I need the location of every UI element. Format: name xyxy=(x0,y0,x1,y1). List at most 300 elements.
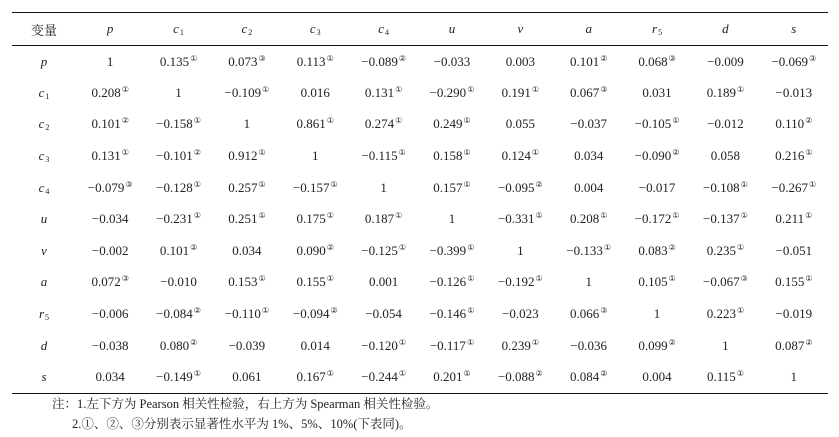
cell-value: 0.131 xyxy=(91,148,121,164)
table-cell xyxy=(144,46,212,78)
cell-value: −0.231 xyxy=(156,211,193,227)
table-cell xyxy=(623,109,691,141)
table-cell xyxy=(623,46,691,78)
significance-marker: ① xyxy=(736,242,745,252)
column-variable-label xyxy=(378,21,389,36)
cell-value: −0.088 xyxy=(497,368,535,384)
significance-marker: ① xyxy=(395,211,403,221)
table-cell xyxy=(691,203,759,235)
table-cell xyxy=(76,267,144,299)
cell-value: 0.034 xyxy=(232,242,262,258)
cell-value: −0.067 xyxy=(703,274,740,290)
correlation-table xyxy=(12,12,828,394)
cell-value: 0.066 xyxy=(569,306,600,322)
table-row xyxy=(12,172,828,204)
cell-value: 1 xyxy=(790,368,798,384)
cell-value: 0.201 xyxy=(433,368,463,384)
table-cell xyxy=(281,46,349,78)
cell-value: 0.191 xyxy=(501,84,531,100)
table-cell xyxy=(213,140,281,172)
cell-value: −0.089 xyxy=(361,53,398,69)
cell-value: 0.067 xyxy=(569,84,600,100)
table-cell xyxy=(144,298,212,330)
table-cell xyxy=(144,77,212,109)
row-variable-label xyxy=(39,148,50,163)
cell-value: −0.146 xyxy=(429,306,467,322)
table-cell xyxy=(760,203,828,235)
significance-marker: ① xyxy=(467,274,475,284)
table-row xyxy=(12,109,828,141)
table-cell xyxy=(76,361,144,393)
significance-marker: ① xyxy=(398,148,406,158)
cell-value: 0.251 xyxy=(228,211,258,227)
significance-marker: ① xyxy=(467,306,475,316)
significance-marker: ① xyxy=(398,337,406,347)
table-cell xyxy=(760,330,828,362)
significance-marker: ① xyxy=(193,179,201,189)
table-cell xyxy=(144,203,212,235)
cell-value: 1 xyxy=(312,148,319,164)
significance-marker: ① xyxy=(531,148,540,158)
cell-value: 0.158 xyxy=(433,148,463,164)
cell-value: −0.069 xyxy=(771,53,808,69)
cell-value: 0.072 xyxy=(91,274,121,290)
table-cell xyxy=(349,140,417,172)
table-cell xyxy=(691,172,759,204)
variable-name: c xyxy=(378,21,384,36)
table-row xyxy=(12,235,828,267)
table-cell xyxy=(418,109,486,141)
significance-marker: ① xyxy=(535,211,543,221)
significance-marker: ① xyxy=(258,179,266,189)
cell-value: −0.002 xyxy=(91,242,129,258)
cell-value: 0.208 xyxy=(569,211,600,227)
table-cell xyxy=(349,46,417,78)
table-cell xyxy=(144,267,212,299)
row-variable-label xyxy=(41,338,48,353)
cell-value: −0.034 xyxy=(91,211,129,227)
cell-value: −0.158 xyxy=(156,116,193,132)
table-cell xyxy=(486,46,554,78)
cell-value: 0.031 xyxy=(642,84,672,100)
cell-value: −0.331 xyxy=(497,211,535,227)
cell-value: 0.211 xyxy=(775,211,805,227)
variable-subscript: 3 xyxy=(45,155,50,165)
variable-name: s xyxy=(41,368,47,384)
table-cell xyxy=(144,361,212,393)
table-cell xyxy=(281,172,349,204)
table-cell xyxy=(213,267,281,299)
table-cell xyxy=(281,267,349,299)
table-row xyxy=(12,203,828,235)
cell-value: 0.257 xyxy=(228,179,258,195)
significance-marker: ① xyxy=(736,84,745,94)
column-variable-label xyxy=(173,21,184,36)
row-variable-label xyxy=(41,211,48,226)
table-cell xyxy=(418,298,486,330)
significance-marker: ① xyxy=(531,337,540,347)
cell-value: 1 xyxy=(653,306,661,322)
table-cell xyxy=(760,77,828,109)
cell-value: 0.016 xyxy=(300,84,330,100)
table-cell xyxy=(349,109,417,141)
variable-name: a xyxy=(585,21,592,36)
table-cell xyxy=(691,361,759,393)
row-header xyxy=(12,298,76,330)
significance-marker: ② xyxy=(600,53,608,63)
column-header xyxy=(349,13,417,46)
cell-value: −0.094 xyxy=(292,306,330,322)
cell-value: 0.155 xyxy=(775,274,805,290)
cell-value: 0.099 xyxy=(638,337,668,353)
cell-value: −0.105 xyxy=(634,116,672,132)
cell-value: 1 xyxy=(722,337,729,353)
cell-value: 0.113 xyxy=(296,53,326,69)
variable-subscript: 1 xyxy=(45,91,50,101)
table-cell xyxy=(760,140,828,172)
cell-value: −0.149 xyxy=(156,368,193,384)
table-cell xyxy=(623,330,691,362)
cell-value: −0.051 xyxy=(775,242,813,258)
significance-marker: ② xyxy=(190,242,198,252)
column-header xyxy=(144,13,212,46)
variable-subscript: 2 xyxy=(45,123,50,133)
variable-subscript: 1 xyxy=(179,28,184,37)
table-cell xyxy=(76,140,144,172)
table-cell xyxy=(213,46,281,78)
table-cell xyxy=(486,361,554,393)
table-cell xyxy=(555,172,623,204)
significance-marker: ① xyxy=(603,242,612,252)
cell-value: 0.105 xyxy=(638,274,668,290)
significance-marker: ① xyxy=(805,274,813,284)
cell-value: −0.006 xyxy=(91,306,129,322)
cell-value: 0.187 xyxy=(364,211,395,227)
table-cell xyxy=(349,267,417,299)
table-cell xyxy=(418,46,486,78)
significance-marker: ① xyxy=(121,84,129,94)
cell-value: 1 xyxy=(106,53,114,69)
table-cell xyxy=(691,77,759,109)
cell-value: 1 xyxy=(175,84,182,100)
cell-value: 1 xyxy=(448,211,456,227)
cell-value: −0.036 xyxy=(570,337,607,353)
cell-value: 1 xyxy=(517,242,524,258)
significance-marker: ① xyxy=(193,368,201,378)
table-cell xyxy=(418,172,486,204)
significance-marker: ① xyxy=(740,211,748,221)
cell-value: −0.290 xyxy=(429,84,467,100)
significance-marker: ② xyxy=(326,242,334,252)
variable-name: r xyxy=(38,306,45,322)
table-cell xyxy=(418,361,486,393)
significance-marker: ② xyxy=(535,179,543,189)
table-cell xyxy=(623,77,691,109)
cell-value: 0.216 xyxy=(775,148,805,164)
table-cell xyxy=(76,46,144,78)
table-cell xyxy=(623,140,691,172)
significance-marker: ③ xyxy=(668,53,676,63)
significance-marker: ① xyxy=(531,84,540,94)
row-header xyxy=(12,140,76,172)
table-cell xyxy=(418,203,486,235)
row-header xyxy=(12,77,76,109)
significance-marker: ① xyxy=(463,179,471,189)
significance-marker: ① xyxy=(805,148,813,158)
cell-value: −0.157 xyxy=(292,179,330,195)
cell-value: 0.034 xyxy=(574,148,604,164)
variable-name: c xyxy=(38,116,45,132)
cell-value: 0.208 xyxy=(91,84,121,100)
cell-value: 0.084 xyxy=(569,368,600,384)
column-variable-label xyxy=(517,21,523,36)
row-variable-label xyxy=(41,54,48,69)
table-cell xyxy=(213,298,281,330)
column-header xyxy=(281,13,349,46)
significance-marker: ① xyxy=(326,274,334,284)
cell-value: 0.912 xyxy=(228,148,258,164)
significance-marker: ① xyxy=(258,148,266,158)
table-cell xyxy=(418,140,486,172)
table-cell xyxy=(555,298,623,330)
significance-marker: ① xyxy=(463,116,471,126)
table-cell xyxy=(691,330,759,362)
significance-marker: ② xyxy=(193,306,201,316)
cell-value: −0.023 xyxy=(502,306,539,322)
table-cell xyxy=(213,77,281,109)
column-variable-label xyxy=(652,21,662,36)
cell-value: 0.034 xyxy=(95,368,125,384)
variable-subscript: 4 xyxy=(45,186,50,196)
variable-subscript: 3 xyxy=(316,28,321,37)
table-cell xyxy=(76,330,144,362)
row-header xyxy=(12,235,76,267)
row-variable-label xyxy=(39,180,50,195)
table-cell xyxy=(555,77,623,109)
table-cell xyxy=(349,77,417,109)
table-cell xyxy=(349,298,417,330)
column-header xyxy=(213,13,281,46)
table-cell xyxy=(349,172,417,204)
table-cell xyxy=(555,46,623,78)
table-cell xyxy=(623,172,691,204)
note-line-1: 注：1.左下方为 Pearson 相关性检验，右上方为 Spearman 相关性检验。 xyxy=(52,397,439,411)
table-row xyxy=(12,361,828,393)
table-cell xyxy=(144,140,212,172)
row-header xyxy=(12,46,76,78)
table-cell xyxy=(760,172,828,204)
significance-marker: ① xyxy=(809,179,817,189)
cell-value: −0.117 xyxy=(429,337,466,353)
cell-value: −0.009 xyxy=(707,53,744,69)
significance-marker: ② xyxy=(668,242,676,252)
table-cell xyxy=(76,77,144,109)
significance-marker: ① xyxy=(463,148,471,158)
cell-value: 0.073 xyxy=(228,53,258,69)
table-cell xyxy=(76,172,144,204)
table-cell xyxy=(144,109,212,141)
table-cell xyxy=(349,330,417,362)
variable-name: c xyxy=(38,148,45,164)
cell-value: −0.115 xyxy=(361,148,398,164)
variable-name: c xyxy=(309,21,316,36)
column-variable-label xyxy=(107,21,114,36)
significance-marker: ③ xyxy=(258,53,266,63)
significance-marker: ③ xyxy=(600,84,608,94)
table-cell xyxy=(760,109,828,141)
significance-marker: ② xyxy=(330,306,338,316)
table-cell xyxy=(213,172,281,204)
cell-value: 0.068 xyxy=(638,53,668,69)
significance-marker: ② xyxy=(805,116,813,126)
significance-marker: ① xyxy=(535,274,543,284)
significance-marker: ② xyxy=(121,116,129,126)
cell-value: −0.010 xyxy=(160,274,197,290)
row-header xyxy=(12,361,76,393)
variable-name: v xyxy=(517,21,524,36)
table-cell xyxy=(486,140,554,172)
significance-marker: ① xyxy=(398,368,406,378)
significance-marker: ① xyxy=(600,211,608,221)
cell-value: 0.175 xyxy=(296,211,326,227)
table-cell xyxy=(418,330,486,362)
significance-marker: ① xyxy=(395,116,403,126)
table-cell xyxy=(76,203,144,235)
cell-value: 0.131 xyxy=(364,84,395,100)
row-variable-label xyxy=(39,116,50,131)
variable-name: c xyxy=(241,21,248,36)
significance-marker: ② xyxy=(398,53,406,63)
column-variable-label xyxy=(242,21,253,36)
variable-name: c xyxy=(173,21,179,36)
table-cell xyxy=(760,235,828,267)
table-cell xyxy=(418,235,486,267)
cell-value: −0.110 xyxy=(224,306,261,322)
significance-marker: ③ xyxy=(809,53,817,63)
variable-name: c xyxy=(38,179,45,195)
table-cell xyxy=(623,298,691,330)
cell-value: −0.017 xyxy=(638,179,676,195)
significance-marker: ① xyxy=(466,337,475,347)
significance-marker: ② xyxy=(600,368,608,378)
cell-value: 0.003 xyxy=(505,53,535,69)
cell-value: −0.012 xyxy=(707,116,744,132)
variable-subscript: 4 xyxy=(385,28,389,37)
significance-marker: ③ xyxy=(600,306,608,316)
column-header xyxy=(76,13,144,46)
cell-value: 0.189 xyxy=(706,84,736,100)
table-cell xyxy=(144,172,212,204)
cell-value: 0.090 xyxy=(296,242,326,258)
table-cell xyxy=(555,235,623,267)
cell-value: −0.192 xyxy=(497,274,535,290)
significance-marker: ③ xyxy=(121,274,129,284)
significance-marker: ① xyxy=(805,211,813,221)
table-notes xyxy=(52,394,438,434)
cell-value: −0.108 xyxy=(703,179,740,195)
cell-value: −0.101 xyxy=(156,148,193,164)
significance-marker: ① xyxy=(736,306,745,316)
table-row xyxy=(12,140,828,172)
cell-value: 0.110 xyxy=(775,116,805,132)
variable-name: r xyxy=(652,21,658,36)
cell-value: 1 xyxy=(243,116,251,132)
cell-value: −0.079 xyxy=(87,179,125,195)
significance-marker: ① xyxy=(193,211,201,221)
column-header xyxy=(486,13,554,46)
significance-marker: ② xyxy=(535,368,543,378)
column-header xyxy=(418,13,486,46)
table-cell xyxy=(555,203,623,235)
cell-value: 0.055 xyxy=(505,116,535,132)
variable-name: d xyxy=(40,337,48,353)
table-cell xyxy=(213,330,281,362)
column-variable-label xyxy=(310,21,321,36)
significance-marker: ① xyxy=(190,53,198,63)
cell-value: 0.087 xyxy=(775,337,805,353)
table-body xyxy=(12,46,828,394)
table-cell xyxy=(555,267,623,299)
significance-marker: ① xyxy=(672,211,680,221)
cell-value: 0.274 xyxy=(364,116,395,132)
cell-value: −0.038 xyxy=(91,337,129,353)
cell-value: −0.137 xyxy=(703,211,740,227)
cell-value: −0.125 xyxy=(361,242,398,258)
variable-name: p xyxy=(40,53,48,69)
significance-marker: ① xyxy=(326,211,334,221)
table-cell xyxy=(76,109,144,141)
cell-value: 0.223 xyxy=(706,306,736,322)
variable-name: a xyxy=(40,274,48,290)
variable-name: u xyxy=(40,211,48,227)
cell-value: 0.061 xyxy=(232,368,262,384)
table-cell xyxy=(623,203,691,235)
variable-subscript: 5 xyxy=(45,313,50,323)
table-cell xyxy=(555,361,623,393)
note-line-2: 2.①、②、③分别表示显著性水平为 1%、5%、10%(下表同)。 xyxy=(72,417,412,431)
significance-marker: ② xyxy=(668,337,676,347)
cell-value: −0.037 xyxy=(570,116,607,132)
variable-name: c xyxy=(38,84,45,100)
significance-marker: ② xyxy=(672,148,680,158)
cell-value: 0.167 xyxy=(296,368,326,384)
cell-value: 0.004 xyxy=(574,179,604,195)
cell-value: 0.157 xyxy=(433,179,463,195)
variable-subscript: 5 xyxy=(658,28,663,37)
table-cell xyxy=(281,109,349,141)
row-header xyxy=(12,109,76,141)
column-header xyxy=(555,13,623,46)
column-variable-label xyxy=(791,21,796,36)
table-cell xyxy=(418,77,486,109)
cell-value: 0.235 xyxy=(706,242,736,258)
cell-value: 0.153 xyxy=(228,274,258,290)
significance-marker: ① xyxy=(258,274,266,284)
cell-value: 0.058 xyxy=(710,148,741,164)
table-row xyxy=(12,298,828,330)
table-cell xyxy=(486,267,554,299)
significance-marker: ① xyxy=(398,242,406,252)
significance-marker: ① xyxy=(463,368,471,378)
table-cell xyxy=(144,235,212,267)
table-cell xyxy=(555,140,623,172)
significance-marker: ① xyxy=(467,84,475,94)
significance-marker: ① xyxy=(672,116,680,126)
table-cell xyxy=(486,330,554,362)
table-cell xyxy=(623,361,691,393)
table-cell xyxy=(486,298,554,330)
cell-value: 1 xyxy=(585,274,592,290)
